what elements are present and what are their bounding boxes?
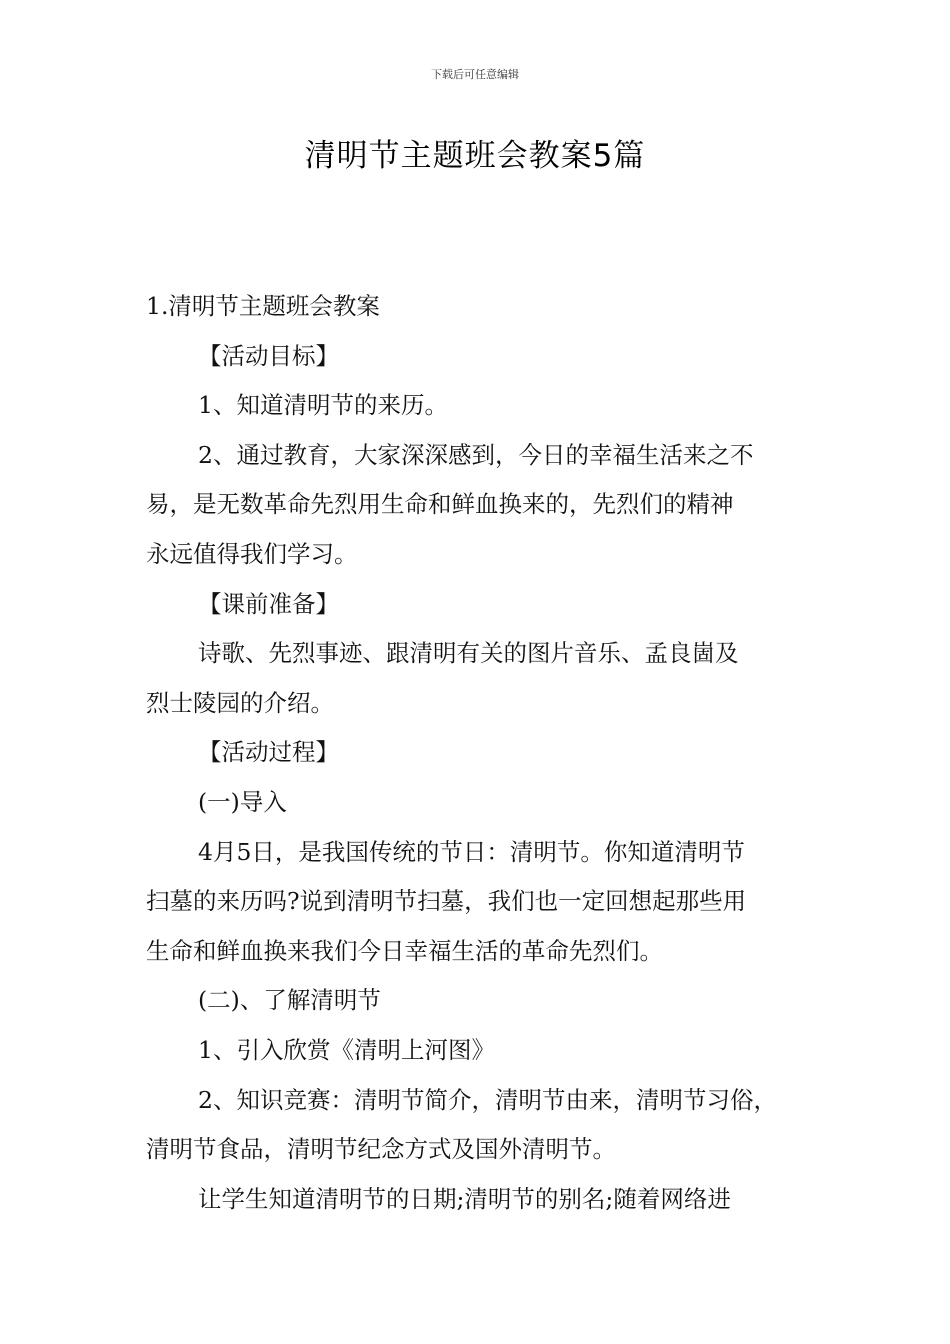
paragraph-line: 易，是无数革命先烈用生命和鲜血换来的，先烈们的精神 [146, 490, 734, 519]
paragraph-line: 诗歌、先烈事迹、跟清明有关的图片音乐、孟良崮及 [198, 639, 739, 668]
paragraph-line: 2、知识竞赛：清明节简介，清明节由来，清明节习俗， [198, 1085, 777, 1114]
header-note: 下载后可任意编辑 [431, 68, 519, 81]
document-title: 清明节主题班会教案5篇 [304, 138, 646, 174]
paragraph-line: 烈士陵园的介绍。 [146, 688, 334, 717]
subsection-heading: (一)导入 [198, 787, 287, 816]
paragraph-line: 4月5日，是我国传统的节日：清明节。你知道清明节 [198, 837, 745, 866]
section-heading: 1.清明节主题班会教案 [146, 292, 380, 320]
paragraph-line: 清明节食品，清明节纪念方式及国外清明节。 [146, 1135, 616, 1164]
subsection-heading: (二)、了解清明节 [198, 986, 381, 1015]
paragraph-line: 永远值得我们学习。 [146, 539, 358, 568]
paragraph-line: 1、知道清明节的来历。 [198, 391, 448, 420]
paragraph-line: 让学生知道清明节的日期;清明节的别名;随着网络进 [198, 1184, 731, 1213]
paragraph-line: 扫墓的来历吗?说到清明节扫墓，我们也一定回想起那些用 [146, 887, 747, 916]
subheading-activity-goals: 【活动目标】 [198, 341, 339, 370]
subheading-preparation: 【课前准备】 [198, 589, 339, 618]
paragraph-line: 2、通过教育，大家深深感到，今日的幸福生活来之不 [198, 440, 754, 469]
subheading-activity-process: 【活动过程】 [198, 738, 339, 767]
paragraph-line: 生命和鲜血换来我们今日幸福生活的革命先烈们。 [146, 936, 663, 965]
paragraph-line: 1、引入欣赏《清明上河图》 [198, 1035, 495, 1064]
document-body [146, 282, 826, 1224]
